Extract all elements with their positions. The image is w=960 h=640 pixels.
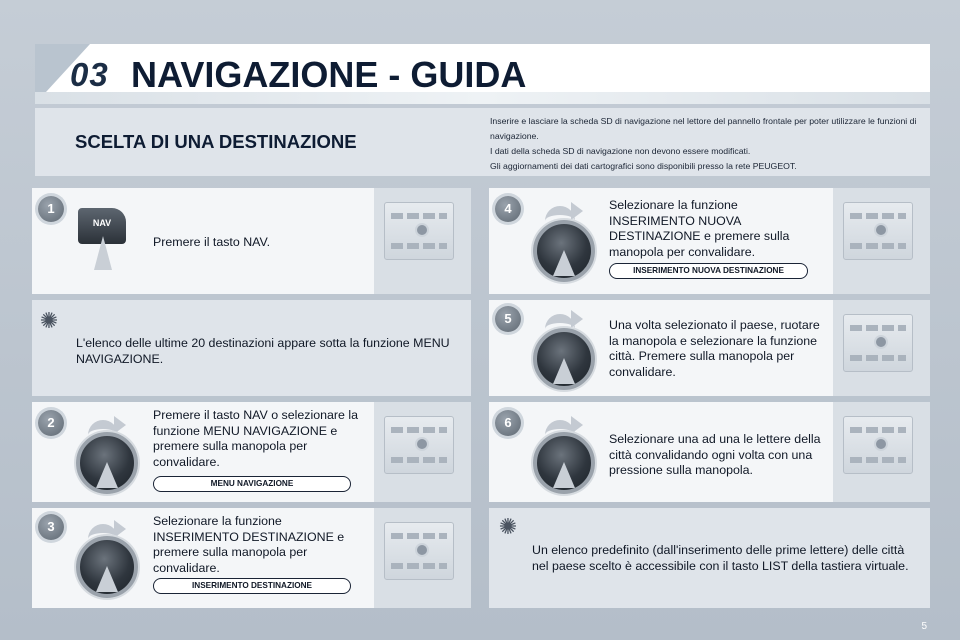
radio-knob-icon <box>874 437 888 451</box>
radio-knob-icon <box>874 223 888 237</box>
press-arrow-icon <box>553 358 575 384</box>
tip-text: L'elenco delle ultime 20 destinazioni appare sotta la funzione MENU NAVIGAZIONE. <box>76 336 450 366</box>
step-number-badge: 2 <box>38 410 64 436</box>
sun-icon: ✺ <box>498 514 518 539</box>
chapter-number: 03 <box>70 56 109 93</box>
menu-label-pill: MENU NAVIGAZIONE <box>153 476 351 492</box>
step-text: Premere il tasto NAV o selezionare la funzione MENU NAVIGAZIONE e premere sulla manopola per convalidare. <box>153 408 358 469</box>
step-3-radio-image <box>374 508 471 608</box>
radio-faceplate <box>384 416 454 474</box>
radio-knob-icon <box>874 335 888 349</box>
radio-knob-icon <box>415 543 429 557</box>
step-number-badge: 5 <box>495 306 521 332</box>
step-number-badge: 4 <box>495 196 521 222</box>
step-number-badge: 3 <box>38 514 64 540</box>
radio-faceplate <box>843 416 913 474</box>
press-arrow-icon <box>553 462 575 488</box>
press-arrow-icon <box>553 250 575 276</box>
step-2-radio-image <box>374 402 471 502</box>
intro-line: Inserire e lasciare la scheda SD di navigazione nel lettore del pannello frontale per poter utilizzare le funzioni di navigazione. <box>490 116 917 141</box>
press-arrow-icon <box>94 236 112 270</box>
radio-knob-icon <box>415 437 429 451</box>
radio-knob-icon <box>415 223 429 237</box>
intro-line: Gli aggiornamenti dei dati cartografici sono disponibili presso la rete PEUGEOT. <box>490 161 797 171</box>
step-text: Selezionare una ad una le lettere della città convalidando ogni volta con una pressione sulla manopola. <box>609 432 821 477</box>
radio-faceplate <box>384 522 454 580</box>
press-arrow-icon <box>96 462 118 488</box>
intro-line: I dati della scheda SD di navigazione non devono essere modificati. <box>490 146 751 156</box>
step-text: Selezionare la funzione INSERIMENTO DESTINAZIONE e premere sulla manopola per convalidare. <box>153 514 345 575</box>
step-text: Selezionare la funzione INSERIMENTO NUOVA DESTINAZIONE e premere sulla manopola per convalidare. <box>609 198 790 259</box>
page-title: NAVIGAZIONE - GUIDA <box>131 54 527 95</box>
radio-faceplate <box>843 202 913 260</box>
radio-faceplate <box>843 314 913 372</box>
step-number-badge: 6 <box>495 410 521 436</box>
intro-text <box>490 114 922 174</box>
step-6-radio-image <box>833 402 930 502</box>
step-number-badge: 1 <box>38 196 64 222</box>
press-arrow-icon <box>96 566 118 592</box>
step-5-radio-image <box>833 300 930 396</box>
section-title: SCELTA DI UNA DESTINAZIONE <box>75 131 357 152</box>
radio-faceplate <box>384 202 454 260</box>
step-text: Una volta selezionato il paese, ruotare la manopola e selezionare la funzione città. Premere sulla manopola per convalidare. <box>609 318 820 379</box>
step-4-radio-image <box>833 188 930 294</box>
menu-label-pill: INSERIMENTO NUOVA DESTINAZIONE <box>609 263 808 279</box>
step-1-radio-image <box>374 188 471 294</box>
step-text: Premere il tasto NAV. <box>153 235 271 249</box>
tip-text: Un elenco predefinito (dall'inserimento delle prime lettere) delle città nel paese scelto è accessibile con il tasto LIST della tastiera virtuale. <box>532 543 909 573</box>
menu-label-pill: INSERIMENTO DESTINAZIONE <box>153 578 351 594</box>
sun-icon: ✺ <box>39 308 59 333</box>
page-number: 5 <box>921 621 927 632</box>
nav-key-icon: NAV <box>78 208 126 244</box>
